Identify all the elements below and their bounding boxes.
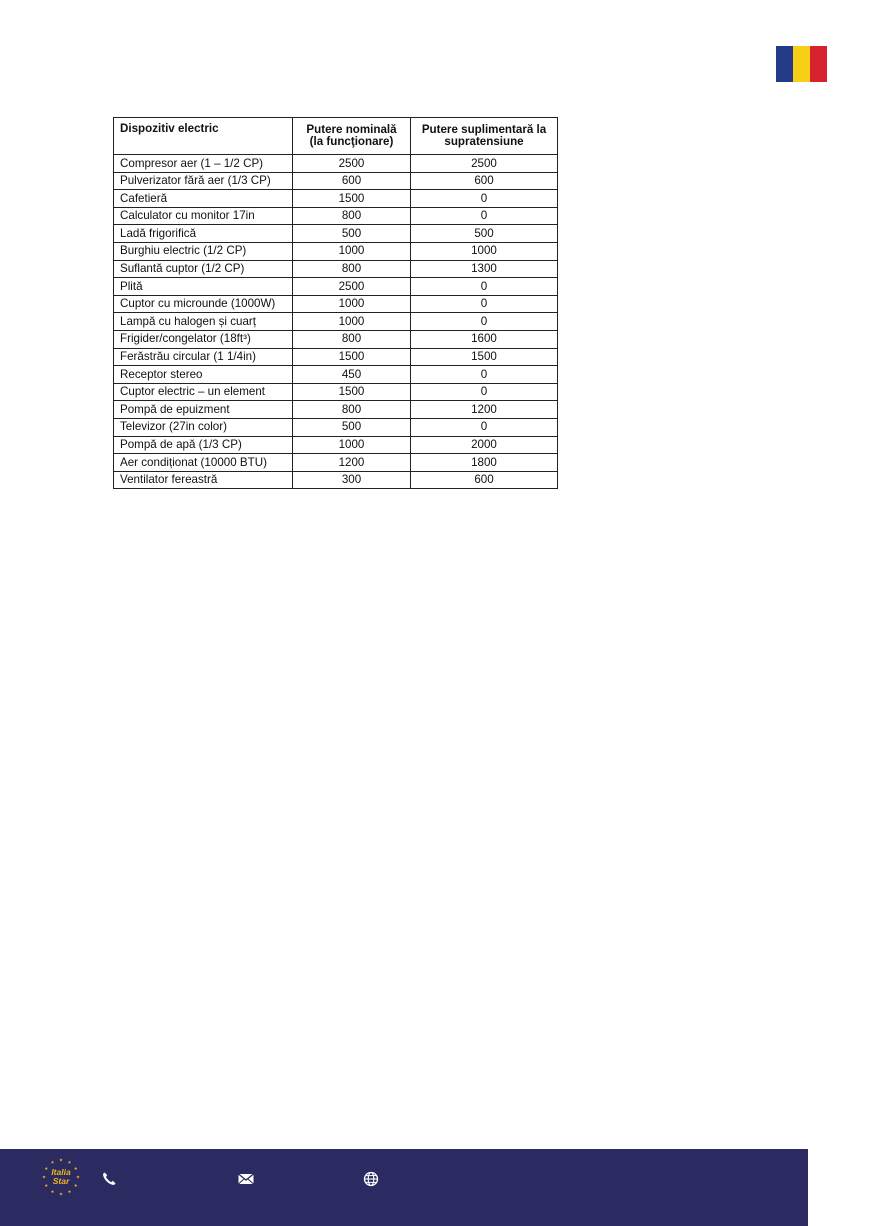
table-row: [114, 366, 558, 384]
header-surge-power: Putere suplimentară la supratensiune: [411, 118, 558, 155]
surge-power-cell: 0: [411, 366, 558, 384]
surge-power-cell: 2000: [411, 436, 558, 454]
surge-power-cell: 0: [411, 278, 558, 296]
logo-star: [42, 1175, 45, 1178]
rated-power-cell: 1000: [293, 295, 411, 313]
surge-power-cell: 1500: [411, 348, 558, 366]
logo-star: [74, 1184, 77, 1187]
device-name-cell: Ferăstrău circular (1 1/4in): [114, 348, 293, 366]
logo-text-line1: Italia: [51, 1167, 71, 1177]
header-rated-power: Putere nominală (la funcţionare): [293, 118, 411, 155]
table-row: [114, 207, 558, 225]
rated-power-cell: 1500: [293, 383, 411, 401]
flag-stripe-blue: [776, 46, 793, 82]
device-name-cell: Receptor stereo: [114, 366, 293, 384]
header-device: Dispozitiv electric: [114, 118, 293, 155]
rated-power-cell: 2500: [293, 278, 411, 296]
surge-power-cell: 600: [411, 471, 558, 489]
surge-power-cell: 0: [411, 190, 558, 208]
logo-star: [68, 1190, 71, 1193]
surge-power-cell: 0: [411, 207, 558, 225]
table-row: [114, 242, 558, 260]
surge-power-cell: 1200: [411, 401, 558, 419]
table-row: [114, 172, 558, 190]
table-row: [114, 454, 558, 472]
rated-power-cell: 1000: [293, 313, 411, 331]
rated-power-cell: 600: [293, 172, 411, 190]
logo-star: [45, 1184, 48, 1187]
device-name-cell: Pulverizator fără aer (1/3 CP): [114, 172, 293, 190]
device-name-cell: Cafetieră: [114, 190, 293, 208]
rated-power-cell: 1200: [293, 454, 411, 472]
logo-star: [76, 1175, 79, 1178]
device-name-cell: Suflantă cuptor (1/2 CP): [114, 260, 293, 278]
rated-power-cell: 800: [293, 260, 411, 278]
rated-power-cell: 800: [293, 401, 411, 419]
table-row: [114, 155, 558, 173]
flag-stripe-yellow: [793, 46, 810, 82]
table-row: [114, 418, 558, 436]
surge-power-cell: 1600: [411, 330, 558, 348]
surge-power-cell: 2500: [411, 155, 558, 173]
surge-power-cell: 1000: [411, 242, 558, 260]
surge-power-cell: 500: [411, 225, 558, 243]
logo-star: [59, 1192, 62, 1195]
device-name-cell: Aer condiționat (10000 BTU): [114, 454, 293, 472]
rated-power-cell: 2500: [293, 155, 411, 173]
table-row: [114, 225, 558, 243]
table-header-row: [114, 118, 558, 155]
device-name-cell: Calculator cu monitor 17in: [114, 207, 293, 225]
table-row: [114, 330, 558, 348]
power-requirements-table: [113, 117, 558, 489]
device-name-cell: Burghiu electric (1/2 CP): [114, 242, 293, 260]
device-name-cell: Pompă de apă (1/3 CP): [114, 436, 293, 454]
rated-power-cell: 800: [293, 207, 411, 225]
rated-power-cell: 500: [293, 418, 411, 436]
device-name-cell: Ladă frigorifică: [114, 225, 293, 243]
rated-power-cell: 1000: [293, 242, 411, 260]
table-row: [114, 313, 558, 331]
table-row: [114, 260, 558, 278]
surge-power-cell: 1800: [411, 454, 558, 472]
footer-bar: [0, 1149, 808, 1226]
globe-icon[interactable]: [362, 1171, 380, 1187]
table-row: [114, 295, 558, 313]
rated-power-cell: 1000: [293, 436, 411, 454]
surge-power-cell: 0: [411, 295, 558, 313]
mail-icon[interactable]: [237, 1171, 255, 1187]
phone-icon[interactable]: [101, 1171, 119, 1187]
table-row: [114, 278, 558, 296]
table-row: [114, 471, 558, 489]
surge-power-cell: 0: [411, 418, 558, 436]
italia-star-logo: [41, 1157, 81, 1197]
table-body: [114, 155, 558, 489]
surge-power-cell: 600: [411, 172, 558, 190]
logo-star: [51, 1190, 54, 1193]
surge-power-cell: 1300: [411, 260, 558, 278]
table-row: [114, 401, 558, 419]
logo-star: [45, 1167, 48, 1170]
rated-power-cell: 500: [293, 225, 411, 243]
device-name-cell: Plită: [114, 278, 293, 296]
logo-star: [68, 1161, 71, 1164]
logo-text-line2: Star: [52, 1176, 70, 1186]
device-name-cell: Pompă de epuizment: [114, 401, 293, 419]
table-row: [114, 348, 558, 366]
logo-star: [51, 1161, 54, 1164]
logo-star: [74, 1167, 77, 1170]
rated-power-cell: 300: [293, 471, 411, 489]
device-name-cell: Lampă cu halogen și cuarț: [114, 313, 293, 331]
surge-power-cell: 0: [411, 383, 558, 401]
rated-power-cell: 1500: [293, 348, 411, 366]
table-row: [114, 190, 558, 208]
device-name-cell: Compresor aer (1 – 1/2 CP): [114, 155, 293, 173]
logo-star: [59, 1158, 62, 1161]
rated-power-cell: 800: [293, 330, 411, 348]
device-name-cell: Cuptor cu microunde (1000W): [114, 295, 293, 313]
device-name-cell: Ventilator fereastră: [114, 471, 293, 489]
surge-power-cell: 0: [411, 313, 558, 331]
table-row: [114, 436, 558, 454]
table-row: [114, 383, 558, 401]
flag-stripe-red: [810, 46, 827, 82]
rated-power-cell: 450: [293, 366, 411, 384]
device-name-cell: Frigider/congelator (18ft³): [114, 330, 293, 348]
device-name-cell: Cuptor electric – un element: [114, 383, 293, 401]
rated-power-cell: 1500: [293, 190, 411, 208]
device-name-cell: Televizor (27in color): [114, 418, 293, 436]
romania-flag: [776, 46, 827, 82]
